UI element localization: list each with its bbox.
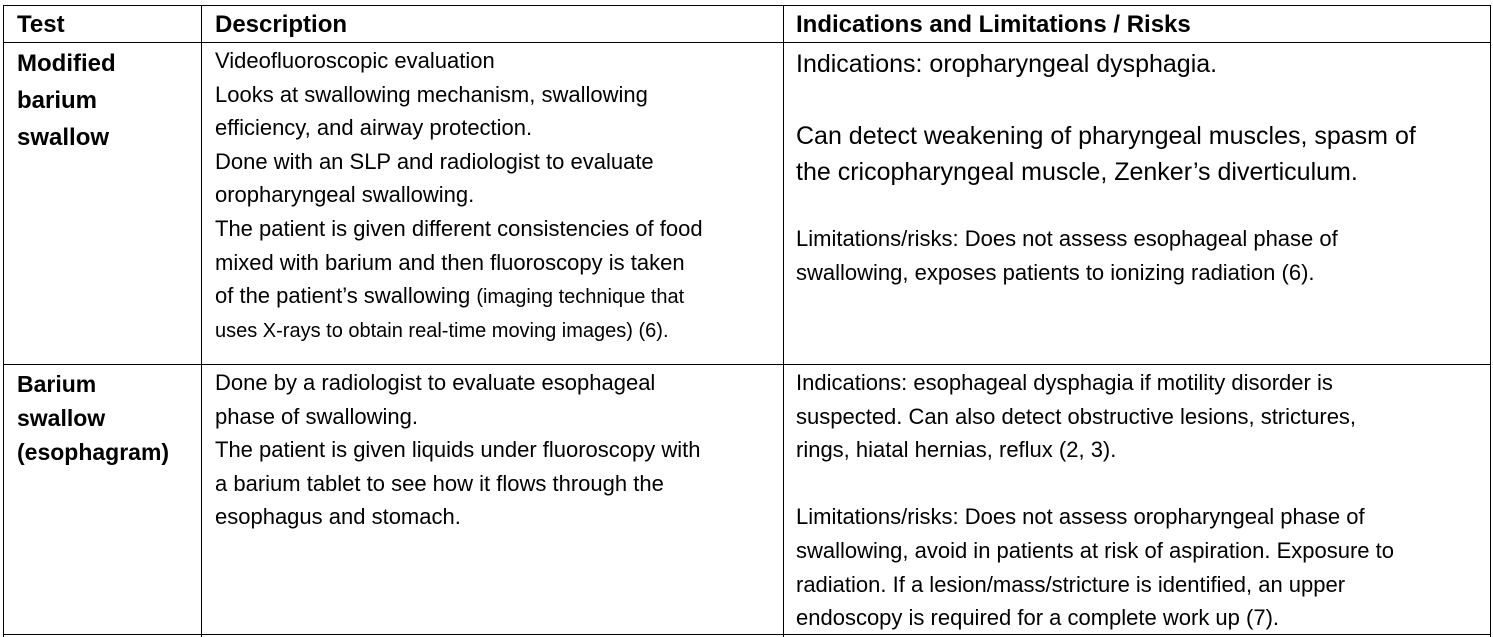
indications-line: suspected. Can also detect obstructive lesions, strictures,: [796, 403, 1357, 429]
row2-indications: [796, 366, 1486, 635]
column-divider-1: [201, 5, 202, 637]
test-name-line: Barium: [17, 371, 97, 397]
header-test: Test: [17, 11, 65, 38]
description-line: oropharyngeal swallowing.: [215, 182, 475, 208]
table-border-top: [3, 5, 1491, 6]
test-name-line: swallow: [17, 124, 110, 151]
description-line: The patient is given different consistencies of food: [215, 215, 703, 241]
description-line: esophagus and stomach.: [215, 504, 461, 530]
limitations-line: swallowing, avoid in patients at risk of aspiration. Exposure to: [796, 537, 1394, 563]
column-divider-2: [783, 5, 784, 637]
test-name-line: barium: [17, 87, 98, 114]
limitations-line: swallowing, exposes patients to ionizing radiation (6).: [796, 259, 1315, 285]
description-line: Videofluoroscopic evaluation: [215, 48, 495, 73]
description-fragment: of the patient’s swallowing: [215, 283, 471, 309]
limitations-line: Limitations/risks: Does not assess oropharyngeal phase of: [796, 504, 1365, 530]
table-border-left: [3, 5, 4, 637]
test-name-line: swallow: [17, 405, 106, 431]
test-name-line: (esophagram): [17, 439, 170, 465]
row2-test-name: [17, 367, 169, 469]
header-description: Description: [215, 11, 348, 38]
table-border-right: [1490, 5, 1491, 637]
description-line: mixed with barium and then fluoroscopy is taken: [215, 249, 685, 275]
row1-indications: [796, 44, 1486, 289]
row1-description: [215, 44, 775, 348]
row-divider: [3, 364, 1491, 365]
description-line: The patient is given liquids under fluoroscopy with: [215, 437, 701, 463]
description-line: a barium tablet to see how it flows through the: [215, 470, 664, 496]
indications-line: Indications: oropharyngeal dysphagia.: [796, 50, 1218, 78]
limitations-line: Limitations/risks: Does not assess esophageal phase of: [796, 226, 1338, 251]
description-line: efficiency, and airway protection.: [215, 115, 533, 141]
limitations-line: endoscopy is required for a complete work up (7).: [796, 605, 1280, 631]
row2-description: [215, 366, 775, 534]
description-line: Done with an SLP and radiologist to evaluate: [215, 148, 654, 174]
row1-test-name: [17, 45, 116, 156]
description-line: [215, 279, 775, 315]
indications-line: Indications: esophageal dysphagia if motility disorder is: [796, 370, 1333, 395]
description-line: phase of swallowing.: [215, 403, 419, 429]
indications-line: Can detect weakening of pharyngeal muscles, spasm of: [796, 122, 1416, 150]
header-divider: [3, 42, 1491, 43]
indications-line: rings, hiatal hernias, reflux (2, 3).: [796, 437, 1117, 463]
description-line: Done by a radiologist to evaluate esophageal: [215, 370, 656, 395]
limitations-line: radiation. If a lesion/mass/stricture is identified, an upper: [796, 571, 1346, 597]
indications-line: the cricopharyngeal muscle, Zenker’s diverticulum.: [796, 158, 1358, 186]
description-fragment-small: (imaging technique that: [476, 286, 685, 309]
header-indications: Indications and Limitations / Risks: [796, 11, 1191, 38]
description-line-small: uses X-rays to obtain real-time moving images) (6).: [215, 319, 669, 342]
description-line: Looks at swallowing mechanism, swallowing: [215, 81, 648, 107]
test-name-line: Modified: [17, 50, 116, 77]
